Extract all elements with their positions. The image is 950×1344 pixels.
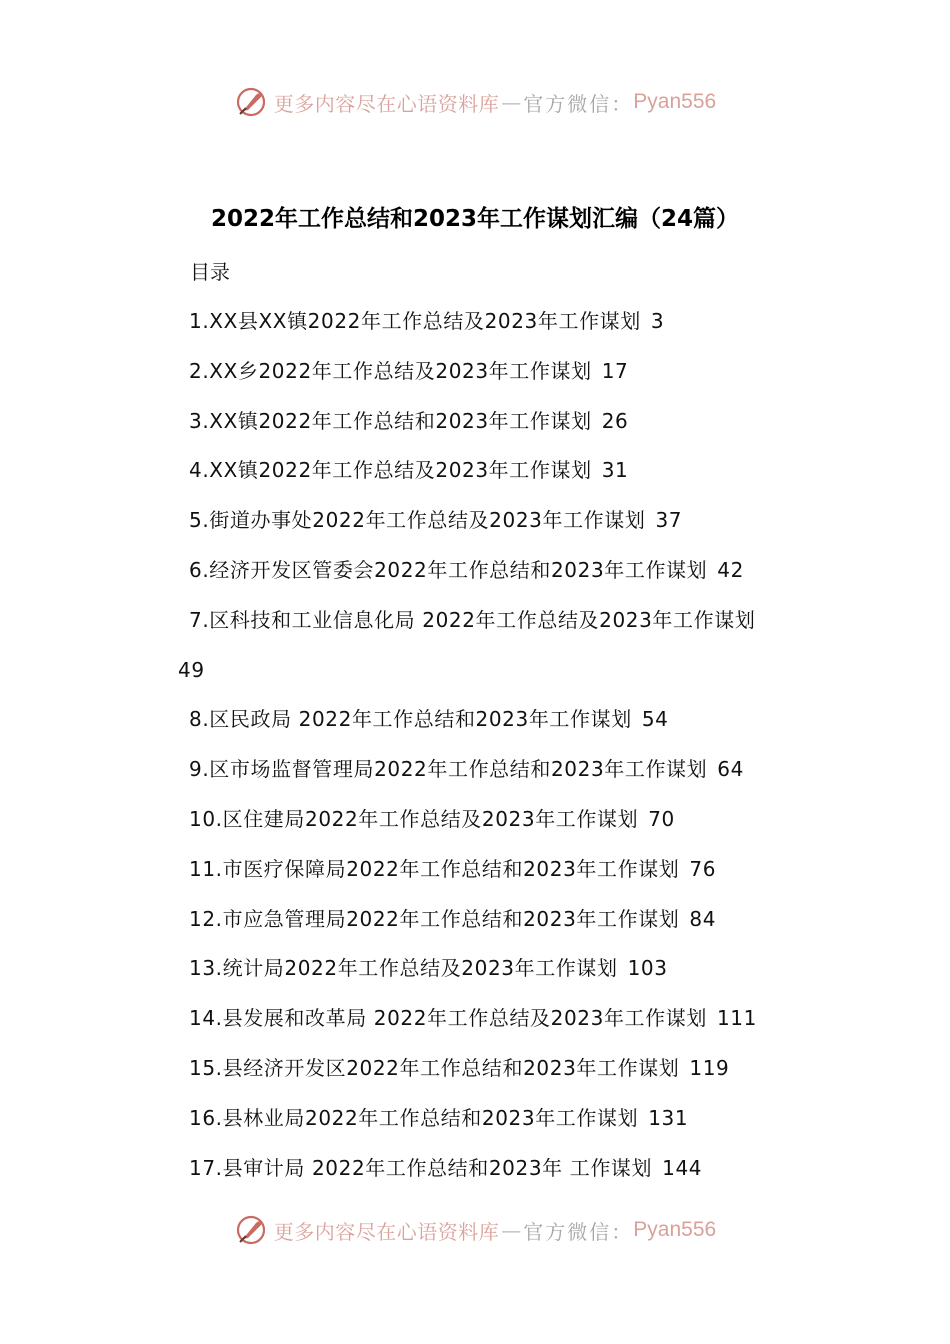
toc-entry[interactable] [178,446,818,496]
toc-entry-text: 12.市应急管理局2022年工作总结和2023年工作谋划 [189,906,680,931]
toc-entry-page: 84 [689,906,717,931]
toc-entry-page: 64 [717,757,744,782]
toc-entry-page: 111 [716,1006,757,1031]
toc-entry-text: 4.XX镇2022年工作总结及2023年工作谋划 [189,458,592,483]
toc-entry[interactable] [178,1144,818,1194]
watermark-wechat-id: Pyan556 [633,1218,717,1241]
toc-entry-page: 144 [662,1155,703,1180]
toc-heading: 目录 [190,260,230,284]
toc-entry-text: 2.XX乡2022年工作总结及2023年工作谋划 [189,358,592,383]
toc-entry-page: 103 [627,956,668,981]
toc-entry-page: 37 [655,508,683,533]
toc-entry-text: 11.市医疗保障局2022年工作总结和2023年工作谋划 [189,856,680,881]
toc-entry-text: 6.经济开发区管委会2022年工作总结和2023年工作谋划 [189,557,708,582]
toc-entry-page: 49 [178,657,205,682]
document-title: 2022年工作总结和2023年工作谋划汇编（24篇） [210,206,740,232]
toc-entry-page: 17 [601,358,629,383]
toc-entry-page: 131 [648,1105,689,1130]
watermark-text: 更多内容尽在心语资料库 [273,1219,500,1244]
feather-pen-logo-icon [234,85,268,119]
toc-entry[interactable] [178,546,818,596]
toc-entry[interactable] [178,944,818,994]
toc-entry[interactable] [178,347,818,397]
toc-entry-text: 9.区市场监督管理局2022年工作总结和2023年工作谋划 [189,757,708,782]
toc-entry[interactable] [178,1044,818,1094]
toc-entry-text: 15.县经济开发区2022年工作总结和2023年工作谋划 [189,1055,680,1080]
toc-entry[interactable] [178,297,818,347]
toc-entry-text: 5.街道办事处2022年工作总结及2023年工作谋划 [189,508,646,533]
toc-entry-page: 119 [689,1055,730,1080]
toc-entry[interactable] [178,845,818,895]
toc-entry[interactable] [178,596,818,696]
toc-entry-text: 7.区科技和工业信息化局 2022年工作总结及2023年工作谋划 [189,607,756,632]
toc-entry-text: 3.XX镇2022年工作总结和2023年工作谋划 [189,408,592,433]
footer-watermark [0,1210,950,1250]
toc-entry[interactable] [178,397,818,447]
toc-entry[interactable] [178,695,818,745]
toc-entry-page: 26 [601,408,629,433]
watermark-wechat-id: Pyan556 [633,90,717,113]
watermark-text: 更多内容尽在心语资料库 [273,91,500,116]
toc-entry-text: 1.XX县XX镇2022年工作总结及2023年工作谋划 [189,309,641,333]
toc-entry-text: 16.县林业局2022年工作总结和2023年工作谋划 [189,1105,639,1130]
toc-entry-page: 3 [650,309,665,333]
toc-entry-text: 8.区民政局 2022年工作总结和2023年工作谋划 [189,707,632,732]
watermark-separator: — [501,1218,522,1242]
toc-entry-page: 70 [648,806,675,831]
header-watermark [0,82,950,122]
watermark-wechat-label: 官方微信： [523,1219,634,1244]
toc-entry[interactable] [178,745,818,795]
watermark-separator: — [501,90,522,114]
watermark-wechat-label: 官方微信： [523,91,634,116]
toc-entry-text: 14.县发展和改革局 2022年工作总结及2023年工作谋划 [189,1006,707,1031]
feather-pen-logo-icon [234,1213,268,1247]
toc-entry[interactable] [178,895,818,945]
table-of-contents [178,297,818,1193]
toc-entry[interactable] [178,496,818,546]
toc-entry-text: 10.区住建局2022年工作总结及2023年工作谋划 [189,806,639,831]
toc-entry-page: 31 [601,458,629,483]
toc-entry-page: 76 [689,856,717,881]
toc-entry-page: 54 [641,707,669,732]
toc-entry-text: 17.县审计局 2022年工作总结和2023年 工作谋划 [189,1155,653,1180]
toc-entry-page: 42 [717,557,744,582]
toc-entry[interactable] [178,994,818,1044]
toc-entry-text: 13.统计局2022年工作总结及2023年工作谋划 [189,956,618,981]
toc-entry[interactable] [178,1094,818,1144]
toc-entry[interactable] [178,795,818,845]
